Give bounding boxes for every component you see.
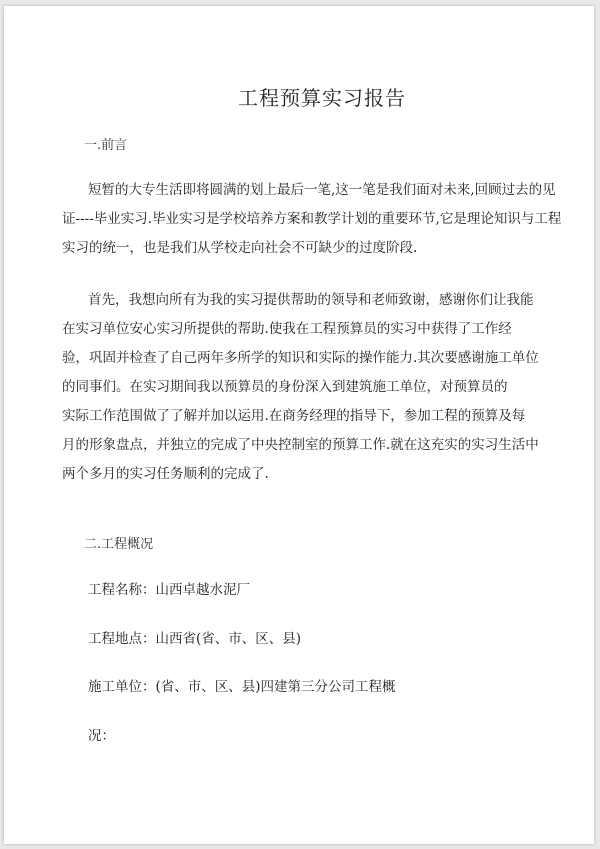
paragraph-line: 实习的统一，也是我们从学校走向社会不可缺少的过度阶段. <box>62 240 418 256</box>
paragraph-line: 实际工作范围做了了解并加以运用.在商务经理的指导下，参加工程的预算及每 <box>62 408 526 424</box>
section-heading-preface: 一.前言 <box>84 138 128 153</box>
paragraph-line: 验，巩固并检查了自己两年多所学的知识和实际的操作能力.其次要感谢施工单位 <box>62 350 539 366</box>
project-location: 工程地点：山西省(省、市、区、县) <box>88 631 302 647</box>
paragraph-line: 月的形象盘点，并独立的完成了中央控制室的预算工作.就在这充实的实习生活中 <box>62 437 539 453</box>
section-heading-overview: 二.工程概况 <box>84 537 154 552</box>
paragraph-line: 短暂的大专生活即将圆满的划上最后一笔,这一笔是我们面对未来,回顾过去的见 <box>88 182 556 198</box>
paragraph-line: 证----毕业实习.毕业实习是学校培养方案和教学计划的重要环节,它是理论知识与工程 <box>62 211 562 227</box>
construction-unit: 施工单位：(省、市、区、县)四建第三分公司工程概 <box>88 679 396 695</box>
paragraph-intro <box>62 176 561 263</box>
document-title: 工程预算实习报告 <box>238 86 406 110</box>
paragraph-line: 首先，我想向所有为我的实习提供帮助的领导和老师致谢，感谢你们让我能 <box>88 292 534 308</box>
paragraph-line: 的同事们。在实习期间我以预算员的身份深入到建筑施工单位，对预算员的 <box>62 379 508 395</box>
document-page <box>4 6 594 844</box>
project-overview-label: 况： <box>88 728 115 744</box>
paragraph-thanks <box>62 286 539 489</box>
paragraph-line: 两个多月的实习任务顺利的完成了. <box>62 466 269 482</box>
paragraph-line: 在实习单位安心实习所提供的帮助.使我在工程预算员的实习中获得了工作经 <box>62 321 512 337</box>
project-name: 工程名称：山西卓越水泥厂 <box>88 582 250 598</box>
